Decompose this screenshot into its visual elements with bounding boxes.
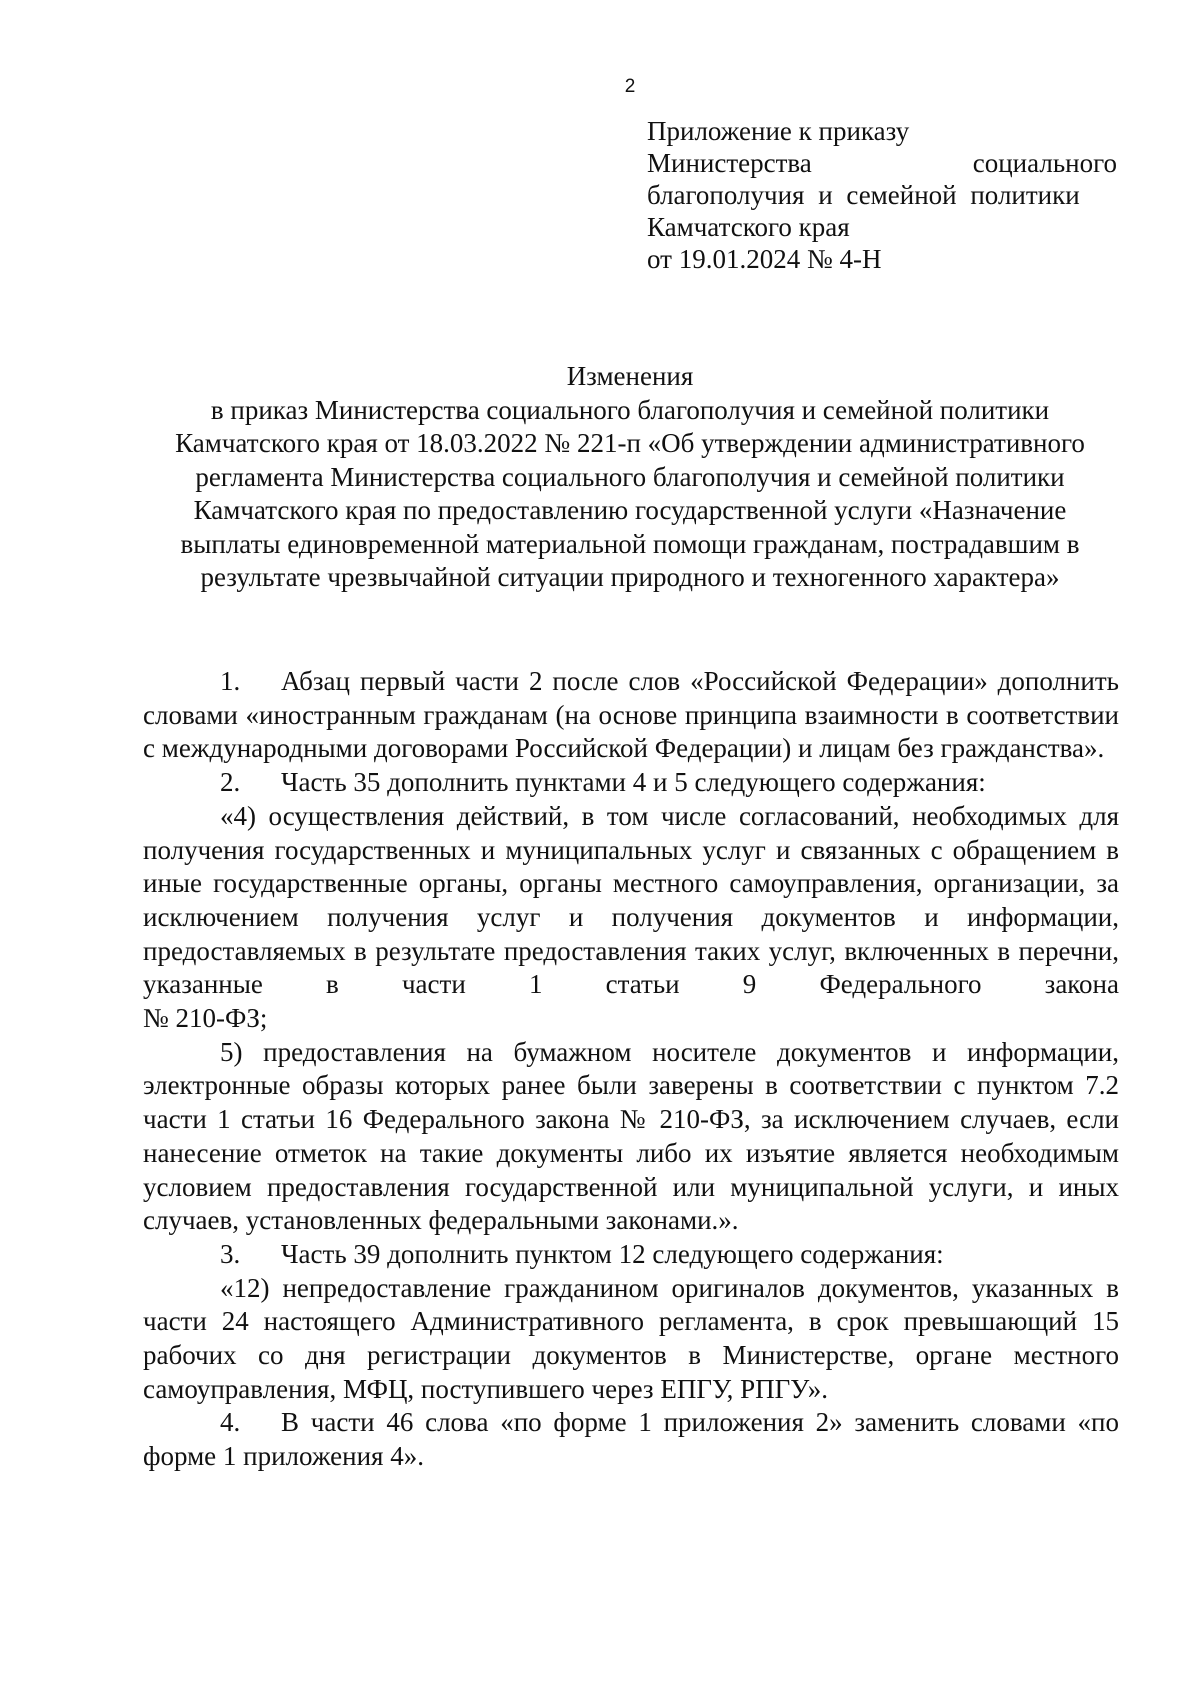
item-number: 4. <box>220 1407 241 1438</box>
list-item-2 <box>143 766 1119 800</box>
subitem-5: 5) предоставления на бумажном носителе документов и информации, электронные образы которых ранее были заверены в соответствии с пунктом 7.2 части 1 статьи 16 Федерального закона № 210-ФЗ, за исключением случаев, если нанесение отметок на такие документы либо их изъятие является необходимым условием предоставления государственной или муниципальной услуги, и иных случаев, установленных федеральными законами.». <box>143 1036 1119 1236</box>
page-number: 2 <box>624 76 636 97</box>
title-line: Камчатского края по предоставлению государственной услуги «Назначение <box>193 495 1067 525</box>
appendix-word: Министерства <box>647 148 812 178</box>
title-line: в приказ Министерства социального благополучия и семейной политики <box>210 394 1050 425</box>
appendix-word: социального <box>972 148 1117 178</box>
subitem-4: «4) осуществления действий, в том числе согласований, необходимых для получения государственных и муниципальных услуг и связанных с обращением в иные государственные органы, органы местного самоуправления, организации, за исключением получения услуг и получения документов и информации, предоставляемых в результате предоставления таких услуг, включенных в перечни, указанные в части 1 статьи 9 Федерального закона <box>143 800 1119 1000</box>
appendix-line <box>647 147 1117 179</box>
appendix-line: благополучия и семейной политики <box>647 180 1080 210</box>
item-number: 3. <box>220 1238 241 1269</box>
title-line: результате чрезвычайной ситуации природного и техногенного характера» <box>200 562 1060 592</box>
appendix-header <box>647 115 1117 275</box>
appendix-line: от 19.01.2024 № 4-Н <box>647 244 882 274</box>
list-item-4 <box>143 1406 1119 1473</box>
list-item-3 <box>143 1238 1119 1272</box>
list-item-1 <box>143 665 1119 766</box>
document-body <box>143 665 1119 1474</box>
item-text: В части 46 слова «по форме 1 приложения 2» заменить словами «по форме 1 приложения 4». <box>143 1407 1119 1472</box>
title-line: выплаты единовременной материальной помощи гражданам, пострадавшим в <box>180 528 1080 559</box>
item-number: 2. <box>220 767 241 798</box>
item-text: Часть 39 дополнить пунктом 12 следующего содержания: <box>281 1238 944 1269</box>
item-text: Часть 35 дополнить пунктами 4 и 5 следующего содержания: <box>281 767 986 798</box>
item-number: 1. <box>220 666 241 696</box>
item-text: Абзац первый части 2 после слов «Российской Федерации» дополнить словами «иностранным гражданам (на основе принципа взаимности в соответствии с международными договорами Российской Федерации) и лицам без гражданства». <box>143 666 1119 764</box>
title-line: Камчатского края от 18.03.2022 № 221-п «Об утверждении административного <box>175 428 1085 458</box>
subitem-4-end: № 210-ФЗ; <box>143 1003 268 1034</box>
appendix-line: Приложение к приказу <box>647 116 910 146</box>
appendix-line: Камчатского края <box>647 212 850 242</box>
title-line: регламента Министерства социального благополучия и семейной политики <box>195 461 1065 492</box>
subitem-12: «12) непредоставление гражданином оригиналов документов, указанных в части 24 настоящего Административного регламента, в срок превышающий 15 рабочих со дня регистрации документов в Министерстве, органе местного самоуправления, МФЦ, поступившего через ЕПГУ, РПГУ». <box>143 1272 1119 1404</box>
title-heading: Изменения <box>566 361 694 391</box>
document-title <box>140 360 1120 595</box>
